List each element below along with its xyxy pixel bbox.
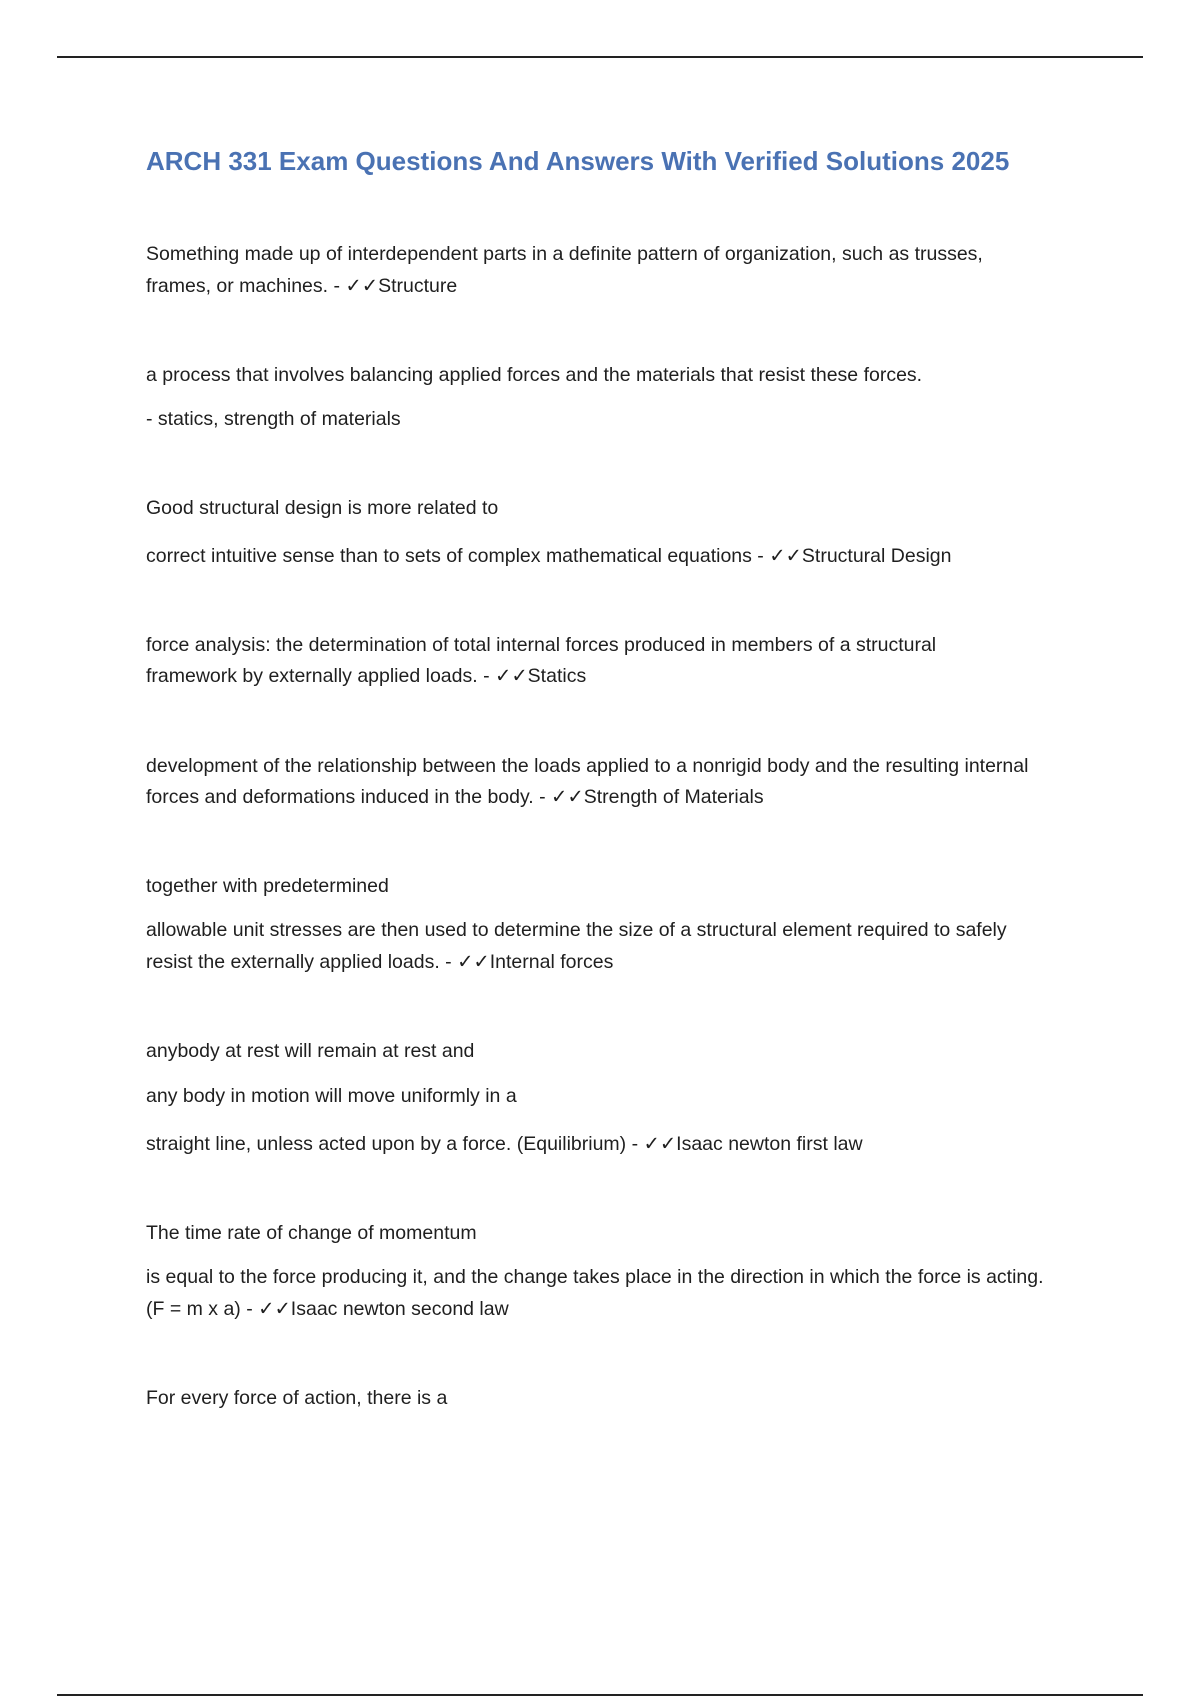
text-line: a process that involves balancing applied forces and the materials that resist these forces. xyxy=(146,364,923,386)
text-line: framework by externally applied loads. - ✓✓Statics xyxy=(146,665,587,687)
document-title: ARCH 331 Exam Questions And Answers With Verified Solutions 2025 xyxy=(146,146,1010,176)
text-line: together with predetermined xyxy=(146,875,389,897)
text-line: is equal to the force producing it, and the change takes place in the direction in which the force is acting. xyxy=(146,1266,1044,1288)
text-line: (F = m x a) - ✓✓Isaac newton second law xyxy=(146,1298,509,1320)
text-line: development of the relationship between the loads applied to a nonrigid body and the resulting internal xyxy=(146,755,1029,777)
text-line: anybody at rest will remain at rest and xyxy=(146,1040,475,1062)
text-line: allowable unit stresses are then used to determine the size of a structural element required to safely xyxy=(146,919,1007,941)
text-line: frames, or machines. - ✓✓Structure xyxy=(146,275,458,297)
text-line: straight line, unless acted upon by a force. (Equilibrium) - ✓✓Isaac newton first law xyxy=(146,1133,863,1155)
text-line: For every force of action, there is a xyxy=(146,1387,448,1409)
text-line: correct intuitive sense than to sets of complex mathematical equations - ✓✓Structural Design xyxy=(146,545,952,567)
text-line: forces and deformations induced in the body. - ✓✓Strength of Materials xyxy=(146,786,764,808)
text-line: force analysis: the determination of total internal forces produced in members of a structural xyxy=(146,634,937,656)
top-rule xyxy=(57,56,1143,58)
text-line: resist the externally applied loads. - ✓✓Internal forces xyxy=(146,951,614,973)
text-line: Something made up of interdependent parts in a definite pattern of organization, such as trusses, xyxy=(146,243,983,265)
text-line: Good structural design is more related to xyxy=(146,497,499,519)
text-line: The time rate of change of momentum xyxy=(146,1222,477,1244)
text-line: - statics, strength of materials xyxy=(146,408,401,430)
text-line: any body in motion will move uniformly in a xyxy=(146,1085,517,1107)
bottom-rule xyxy=(57,1694,1143,1696)
